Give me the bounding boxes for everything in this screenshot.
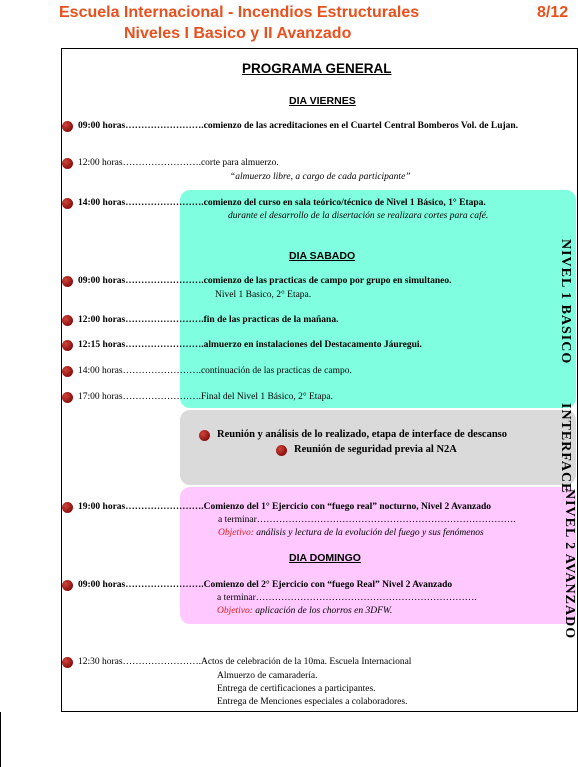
bullet-icon [276,445,287,456]
objective-text: análisis y lectura de la evolución del fuego y sus fenómenos [253,528,484,538]
schedule-sat-1900-cont: a terminar………………………………………………………………………. [218,515,516,525]
bullet-icon [62,580,73,591]
schedule-fri-1200-note: “almuerzo libre, a cargo de cada participante” [230,172,411,182]
schedule-fri-1400: 14:00 horas…………………….comienzo del curso en sala teórico/técnico de Nivel 1 Básico, 1° Etapa. [78,198,486,208]
interface-line1: Reunión y análisis de lo realizado, etapa de interface de descanso [217,429,508,440]
bullet-icon [62,121,73,132]
page-number: 8/12 [537,4,569,21]
program-title: PROGRAMA GENERAL [242,61,392,76]
bullet-icon [62,198,73,209]
interface-side-label: INTERFACE [558,403,573,494]
interface-line2: Reunión de seguridad previa al N2A [294,444,457,455]
header-title-line1: Escuela Internacional - Incendios Estructurales [59,4,420,21]
day-heading-viernes: DIA VIERNES [289,95,356,107]
page-edge-rule [0,712,1,767]
bullet-icon [62,366,73,377]
schedule-sun-1230-l2: Almuerzo de camaradería. [217,671,318,681]
schedule-sun-0900-objective [217,606,392,616]
schedule-sat-1400: 14:00 horas…………………….continuación de las practicas de campo. [78,366,352,376]
schedule-sat-1200: 12:00 horas…………………….fin de las practicas de la mañana. [78,315,339,325]
header-title-line2: Niveles I Basico y II Avanzado [124,25,352,42]
schedule-sun-0900-cont: a terminar……………………………………………………………. [217,593,477,603]
schedule-sat-0900-note: Nivel 1 Basico, 2° Etapa. [215,290,312,300]
schedule-sun-1230-l4: Entrega de Menciones especiales a colaboradores. [217,697,408,707]
bullet-icon [62,315,73,326]
schedule-fri-1400-note: durante el desarrollo de la disertación se realizara cortes para café. [228,211,489,221]
objective-label: Objetivo: [218,528,254,538]
schedule-sun-1230: 12:30 horas…………………….Actos de celebración de la 10ma. Escuela Internacional [78,657,412,667]
day-heading-sabado: DIA SABADO [289,250,356,262]
bullet-icon [199,430,210,441]
schedule-fri-0900: 09:00 horas…………………….comienzo de las acreditaciones en el Cuartel Central Bomberos Vol. de Lujan. [78,121,519,131]
bullet-icon [62,276,73,287]
schedule-sun-1230-l3: Entrega de certificaciones a participantes. [217,684,376,694]
objective-text: aplicación de los chorros en 3DFW. [252,606,393,616]
schedule-sat-1900-objective [218,528,484,538]
schedule-sat-0900: 09:00 horas…………………….comienzo de las practicas de campo por grupo en simultaneo. [78,276,452,286]
schedule-sat-1900: 19:00 horas…………………….Comienzo del 1° Ejercicio con “fuego real” nocturno, Nivel 2 Avanzado [78,502,492,512]
schedule-sun-0900: 09:00 horas…………………….Comienzo del 2° Ejercicio con “fuego Real” Nivel 2 Avanzado [78,580,453,590]
schedule-fri-1200: 12:00 horas…………………….corte para almuerzo. [78,158,279,168]
bullet-icon [62,158,73,169]
bullet-icon [62,502,73,513]
bullet-icon [62,392,73,403]
bullet-icon [62,657,73,668]
schedule-sat-1215: 12:15 horas…………………….almuerzo en instalaciones del Destacamento Jáuregui. [78,340,422,350]
bullet-icon [62,340,73,351]
schedule-sat-1700: 17:00 horas…………………….Final del Nivel 1 Básico, 2° Etapa. [78,392,333,402]
nivel2-side-label: NIVEL 2 AVANZADO [562,489,577,640]
day-heading-domingo: DIA DOMINGO [289,552,361,564]
objective-label: Objetivo: [217,606,253,616]
nivel1-side-label: NIVEL 1 BASICO [558,239,573,365]
